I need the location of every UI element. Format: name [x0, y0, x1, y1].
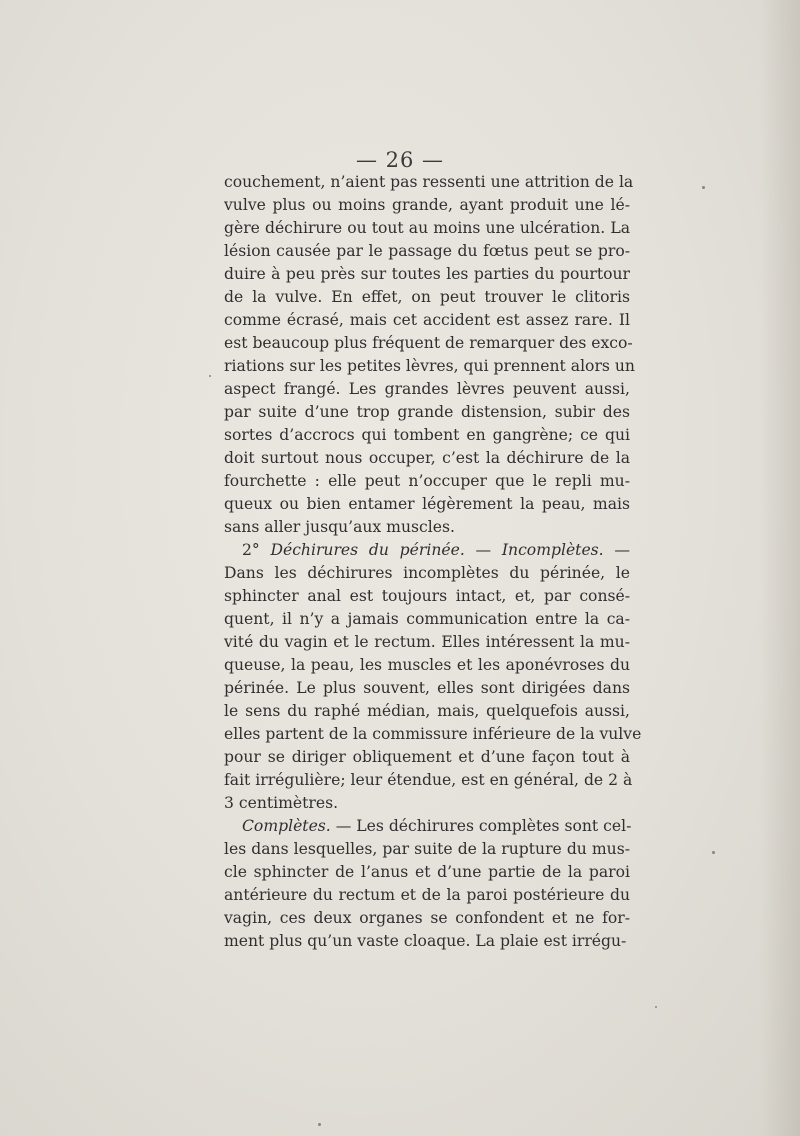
text-run: vulve plus ou moins grande, ayant produit une lé- — [224, 196, 630, 214]
text-line — [224, 815, 630, 838]
text-run: sphincter anal est toujours intact, et, par consé- — [224, 587, 630, 605]
text-line — [224, 493, 630, 516]
text-run: par suite d’une trop grande distension, subir des — [224, 403, 630, 421]
text-run: le sens du raphé médian, mais, quelquefois aussi, — [224, 702, 630, 720]
text-run: fourchette : elle peut n’occuper que le repli mu- — [224, 472, 630, 490]
text-run: les dans lesquelles, par suite de la rupture du mus- — [224, 840, 630, 858]
text-run: vagin, ces deux organes se confondent et ne for- — [224, 909, 630, 927]
text-run: aspect frangé. Les grandes lèvres peuvent aussi, — [224, 380, 630, 398]
paper-speck — [318, 1123, 321, 1126]
text-line — [224, 378, 630, 401]
text-run: — Les déchirures complètes sont cel- — [330, 817, 632, 835]
text-run: lésion causée par le passage du fœtus peut se pro- — [224, 242, 630, 260]
text-run: queux ou bien entamer légèrement la peau, mais — [224, 495, 630, 513]
text-line — [224, 654, 630, 677]
italic-text: Déchirures du périnée. — [270, 541, 465, 559]
text-run: Dans les déchirures incomplètes du périnée, le — [224, 564, 630, 582]
body-text — [224, 171, 642, 953]
text-run: antérieure du rectum et de la paroi postérieure du — [224, 886, 630, 904]
text-run: 2° — [242, 541, 271, 559]
text-line — [224, 769, 633, 792]
text-line — [224, 792, 630, 815]
text-run: comme écrasé, mais cet accident est assez rare. Il — [224, 311, 630, 329]
text-line — [224, 286, 630, 309]
text-line — [224, 677, 630, 700]
text-run: est beaucoup plus fréquent de remarquer des exco- — [224, 334, 633, 352]
text-run: elles partent de la commissure inférieure de la vulve — [224, 725, 642, 743]
text-line — [224, 723, 642, 746]
text-line — [224, 861, 630, 884]
text-run: 3 centimètres. — [224, 794, 339, 812]
text-line — [224, 608, 630, 631]
text-line — [224, 240, 630, 263]
text-line — [224, 332, 633, 355]
text-line — [224, 401, 630, 424]
text-run: gère déchirure ou tout au moins une ulcération. La — [224, 219, 630, 237]
text-line — [224, 700, 630, 723]
paper-speck — [209, 375, 211, 377]
paper-speck — [655, 1006, 657, 1008]
text-run: quent, il n’y a jamais communication entre la ca- — [224, 610, 630, 628]
text-run: fait irrégulière; leur étendue, est en général, de 2 à — [224, 771, 633, 789]
text-line — [224, 217, 630, 240]
text-run: pour se diriger obliquement et d’une façon tout à — [224, 748, 630, 766]
text-run: cle sphincter de l’anus et d’une partie de la paroi — [224, 863, 630, 881]
text-line — [224, 194, 630, 217]
text-run: sortes d’accrocs qui tombent en gangrène; ce qui — [224, 426, 630, 444]
text-line — [224, 562, 630, 585]
text-run: — — [603, 541, 630, 559]
text-run: duire à peu près sur toutes les parties du pourtour — [224, 265, 630, 283]
text-run: périnée. Le plus souvent, elles sont dirigées dans — [224, 679, 630, 697]
text-line — [224, 447, 630, 470]
text-run: riations sur les petites lèvres, qui prennent alors un — [224, 357, 635, 375]
text-line — [224, 171, 634, 194]
text-run: queuse, la peau, les muscles et les aponévroses du — [224, 656, 630, 674]
paper-speck — [712, 851, 715, 854]
text-run: sans aller jusqu’aux muscles. — [224, 518, 455, 536]
text-line — [224, 263, 630, 286]
paper-speck — [702, 186, 705, 189]
text-line — [224, 424, 630, 447]
page-number: — 26 — — [355, 148, 445, 172]
text-line — [224, 309, 630, 332]
text-line — [224, 884, 630, 907]
text-run: ment plus qu’un vaste cloaque. La plaie est irrégu- — [224, 932, 627, 950]
text-line — [224, 470, 630, 493]
text-line — [224, 539, 630, 562]
text-line — [224, 907, 630, 930]
text-line — [224, 746, 630, 769]
text-run: vité du vagin et le rectum. Elles intéressent la mu- — [224, 633, 630, 651]
text-line — [224, 516, 630, 539]
italic-text: Complètes. — [242, 817, 331, 835]
text-run: de la vulve. En effet, on peut trouver le clitoris — [224, 288, 630, 306]
text-line — [224, 585, 630, 608]
text-line — [224, 355, 635, 378]
text-line — [224, 631, 630, 654]
text-line — [224, 930, 630, 953]
text-run: doit surtout nous occuper, c’est la déchirure de la — [224, 449, 630, 467]
text-line — [224, 838, 630, 861]
text-run: — — [464, 541, 502, 559]
text-run: couchement, n’aient pas ressenti une attrition de la — [224, 173, 634, 191]
italic-text: Incomplètes. — [501, 541, 604, 559]
